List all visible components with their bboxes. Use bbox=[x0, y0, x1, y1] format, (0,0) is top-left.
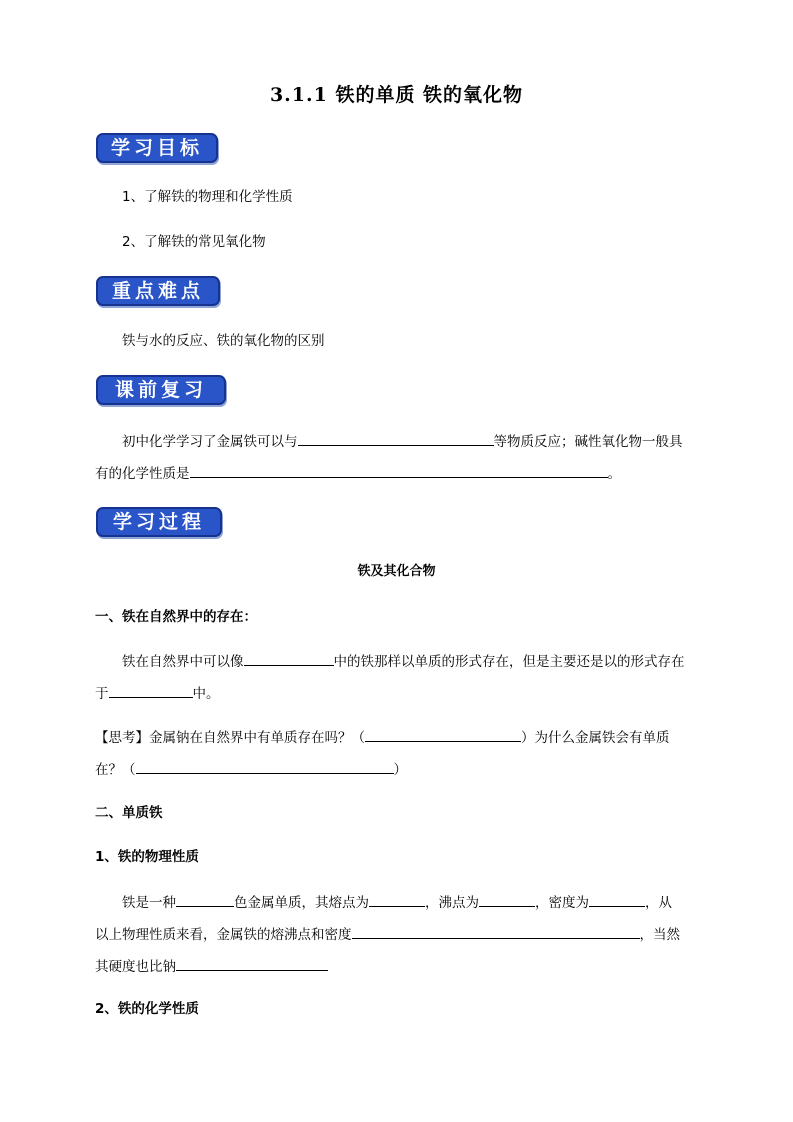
answer-blank[interactable] bbox=[298, 431, 494, 446]
body-text: 中的铁那样以单质的形式存在，但是主要还是以的形式存在 bbox=[333, 654, 685, 670]
body-text: 以上物理性质来看，金属铁的熔沸点和密度 bbox=[95, 927, 352, 943]
body-text: ，密度为 bbox=[535, 895, 589, 911]
body-text: 中。 bbox=[192, 686, 220, 702]
answer-blank[interactable] bbox=[365, 727, 521, 742]
body-text: 于 bbox=[95, 686, 109, 702]
body-text: 色金属单质，其熔点为 bbox=[234, 895, 369, 911]
section-title: 铁及其化合物 bbox=[357, 564, 436, 579]
chemical-properties-heading: 2、铁的化学性质 bbox=[95, 1001, 199, 1017]
review-text: 等物质反应；碱性氧化物一般具 bbox=[493, 434, 683, 450]
body-text: ，当然 bbox=[639, 927, 680, 943]
answer-blank[interactable] bbox=[109, 683, 193, 698]
badge-learning-process: 学习过程 bbox=[96, 507, 222, 537]
body-text: 铁在自然界中可以像 bbox=[122, 654, 244, 670]
physical-line-1 bbox=[122, 892, 672, 913]
answer-blank[interactable] bbox=[244, 651, 334, 666]
physical-line-2 bbox=[95, 924, 680, 945]
answer-blank[interactable] bbox=[176, 956, 328, 971]
badge-review: 课前复习 bbox=[96, 375, 226, 405]
review-line-2 bbox=[95, 463, 621, 484]
review-text: 有的化学性质是 bbox=[95, 466, 190, 482]
badge-key-points: 重点难点 bbox=[96, 276, 220, 306]
body-text: ，从 bbox=[645, 895, 672, 911]
review-text: 。 bbox=[607, 466, 621, 482]
page-title: 3.1.1 铁的单质 铁的氧化物 bbox=[269, 84, 524, 106]
think-line-1 bbox=[95, 727, 670, 748]
answer-blank[interactable] bbox=[190, 463, 608, 478]
body-text: 其硬度也比钠 bbox=[95, 959, 176, 975]
answer-blank[interactable] bbox=[479, 892, 535, 907]
answer-blank[interactable] bbox=[589, 892, 645, 907]
answer-blank[interactable] bbox=[176, 892, 234, 907]
review-text: 初中化学学习了金属铁可以与 bbox=[122, 434, 298, 450]
think-line-2 bbox=[95, 759, 407, 780]
body-text: ） bbox=[393, 762, 407, 778]
part1-line-2 bbox=[95, 683, 220, 704]
part2-heading: 二、单质铁 bbox=[95, 805, 163, 821]
body-text: ）为什么金属铁会有单质 bbox=[521, 730, 670, 746]
answer-blank[interactable] bbox=[352, 924, 640, 939]
body-text: 在？（ bbox=[95, 762, 136, 778]
key-points-text: 铁与水的反应、铁的氧化物的区别 bbox=[122, 333, 325, 349]
answer-blank[interactable] bbox=[136, 759, 394, 774]
body-text: ，沸点为 bbox=[425, 895, 479, 911]
answer-blank[interactable] bbox=[369, 892, 425, 907]
badge-learning-goals: 学习目标 bbox=[96, 133, 218, 163]
physical-line-3 bbox=[95, 956, 328, 977]
body-text: 【思考】金属钠在自然界中有单质存在吗？（ bbox=[95, 730, 365, 746]
review-line-1 bbox=[122, 431, 683, 452]
part1-heading: 一、铁在自然界中的存在： bbox=[95, 609, 257, 625]
goal-item-1: 1、了解铁的物理和化学性质 bbox=[122, 189, 293, 205]
body-text: 铁是一种 bbox=[122, 895, 176, 911]
goal-item-2: 2、了解铁的常见氧化物 bbox=[122, 234, 266, 250]
physical-properties-heading: 1、铁的物理性质 bbox=[95, 849, 199, 865]
part1-line-1 bbox=[122, 651, 685, 672]
